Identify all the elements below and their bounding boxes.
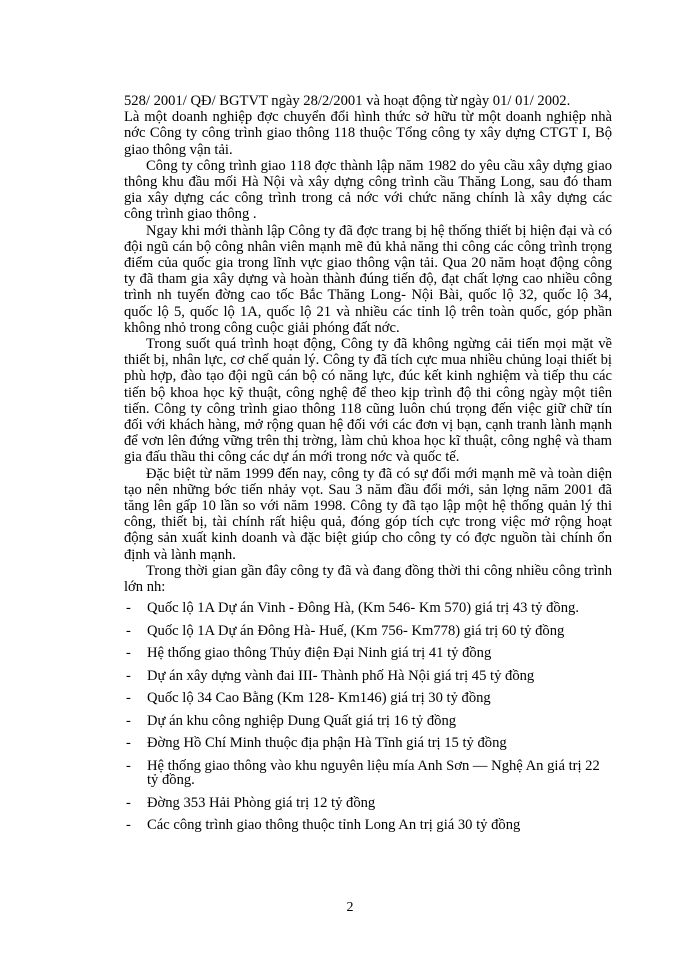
list-item	[124, 624, 612, 639]
list-item-text: Dự án xây dựng vành đai III- Thành phố Hà Nội giá trị 45 tỷ đồng	[147, 667, 535, 684]
list-item-text: Quốc lộ 1A Dự án Đông Hà- Huế, (Km 756- Km778) giá trị 60 tỷ đồng	[147, 622, 565, 639]
list-item-text: Quốc lộ 1A Dự án Vinh - Đông Hà, (Km 546- Km 570) giá trị 43 tỷ đồng.	[147, 600, 579, 617]
page-number: 2	[346, 900, 354, 915]
list-item-text: Các công trình giao thông thuộc tỉnh Long An trị giá 30 tỷ đồng	[147, 817, 521, 834]
bullet-dash: -	[126, 757, 131, 774]
bullet-dash: -	[126, 600, 131, 617]
list-item	[124, 796, 612, 811]
paragraph-renovation: Đặc biệt từ năm 1999 đến nay, công ty đã có sự đổi mới mạnh mẽ và toàn diện tạo nên những bớc tiến nhảy vọt. Sau 3 năm đầu đổi mới, sản lợng năm 2001 đã tăng lên gấp 10 lần so với năm 1998. Công ty đã tạo lập một hệ thống quản lý thi công, thiết bị, tài chính rất hiệu quả, đóng góp tích cực trong việc mở rộng hoạt động sản xuất kinh doanh và đặc biệt giúp cho công ty có đợc nguồn tài chính ổn định và lành mạnh.	[124, 465, 612, 563]
paragraph-equipment-history: Ngay khi mới thành lập Công ty đã đợc trang bị hệ thống thiết bị hiện đại và có đội ngũ cán bộ công nhân viên mạnh mẽ đủ khả năng thi công các công trình trọng điểm của quốc gia trong lĩnh vực giao thông vận tải. Qua 20 năm hoạt động công ty đã tham gia xây dựng và hoàn thành đúng tiến độ, đạt chất lợng cao nhiều công trình nh tuyến đờng cao tốc Bắc Thăng Long- Nội Bài, quốc lộ 32, quốc lộ 34, quốc lộ 5, quốc lộ 1A, quốc lộ 21 và nhiều các tỉnh lộ trên toàn quốc, góp phần không nhỏ trong công cuộc giải phóng đất nớc.	[124, 222, 612, 336]
list-item	[124, 736, 612, 751]
paragraph-founding: Công ty công trình giao 118 đợc thành lập năm 1982 do yêu cầu xây dựng giao thông khu đầu mối Hà Nội và xây dựng công trình cầu Thăng Long, sau đó tham gia xây dựng các công trình trong cả nớc với chức năng chính là xây dựng các công trình giao thông .	[124, 157, 612, 223]
list-item-text: Hệ thống giao thông Thủy điện Đại Ninh giá trị 41 tỷ đồng	[147, 645, 492, 662]
list-item	[124, 714, 612, 729]
bullet-dash: -	[126, 735, 131, 752]
list-item	[124, 818, 612, 833]
paragraph-decision-reference: 528/ 2001/ QĐ/ BGTVT ngày 28/2/2001 và hoạt động từ ngày 01/ 01/ 2002.	[124, 93, 571, 109]
list-item	[124, 646, 612, 661]
list-item	[124, 669, 612, 684]
list-item-text: Dự án khu công nghiệp Dung Quất giá trị 16 tỷ đồng	[147, 712, 457, 729]
bullet-dash: -	[126, 712, 131, 729]
bullet-dash: -	[126, 622, 131, 639]
list-item	[124, 759, 612, 788]
list-item	[124, 601, 612, 616]
bullet-dash: -	[126, 645, 131, 662]
project-list	[124, 601, 612, 833]
bullet-dash: -	[126, 667, 131, 684]
list-item	[124, 691, 612, 706]
bullet-dash: -	[126, 794, 131, 811]
bullet-dash: -	[126, 817, 131, 834]
paragraph-projects-intro: Trong thời gian gần đây công ty đã và đang đồng thời thi công nhiều công trình lớn nh:	[124, 562, 612, 596]
paragraph-improvements: Trong suốt quá trình hoạt động, Công ty đã không ngừng cải tiến mọi mặt về thiết bị, nhân lực, cơ chế quản lý. Công ty đã tích cực mua nhiều chủng loại thiết bị phù hợp, đào tạo đội ngũ cán bộ có năng lực, đúc kết kinh nghiệm và tiếp thu các tiến bộ khoa học kỹ thuật, công nghệ để theo kịp trình độ thi công ngày một tiên tiến. Công ty công trình giao thông 118 cũng luôn chú trọng đến việc giữ chữ tín đối với khách hàng, mở rộng quan hệ đối với các đơn vị bạn, cạnh tranh lành mạnh để vơn lên đứng vững trên thị trờng, làm chủ khoa học kĩ thuật, công nghệ và tham gia đấu thầu thi công các dự án mới trong nớc và quốc tế.	[124, 336, 612, 466]
list-item-text: Đờng 353 Hải Phòng giá trị 12 tỷ đồng	[147, 794, 376, 811]
bullet-dash: -	[126, 690, 131, 707]
document-body	[124, 93, 612, 841]
list-item-text: Quốc lộ 34 Cao Bằng (Km 128- Km146) giá trị 30 tỷ đồng	[147, 690, 491, 707]
list-item-text: Hệ thống giao thông vào khu nguyên liệu mía Anh Sơn — Nghệ An giá trị 22 tỷ đồng.	[147, 757, 600, 789]
list-item-text: Đờng Hồ Chí Minh thuộc địa phận Hà Tĩnh giá trị 15 tỷ đồng	[147, 735, 507, 752]
paragraph-company-intro: Là một doanh nghiệp đợc chuyển đổi hình thức sở hữu từ một doanh nghiệp nhà nớc Công ty công trình giao thông 118 thuộc Tổng công ty xây dựng CTGT I, Bộ giao thông vận tải.	[124, 109, 612, 158]
